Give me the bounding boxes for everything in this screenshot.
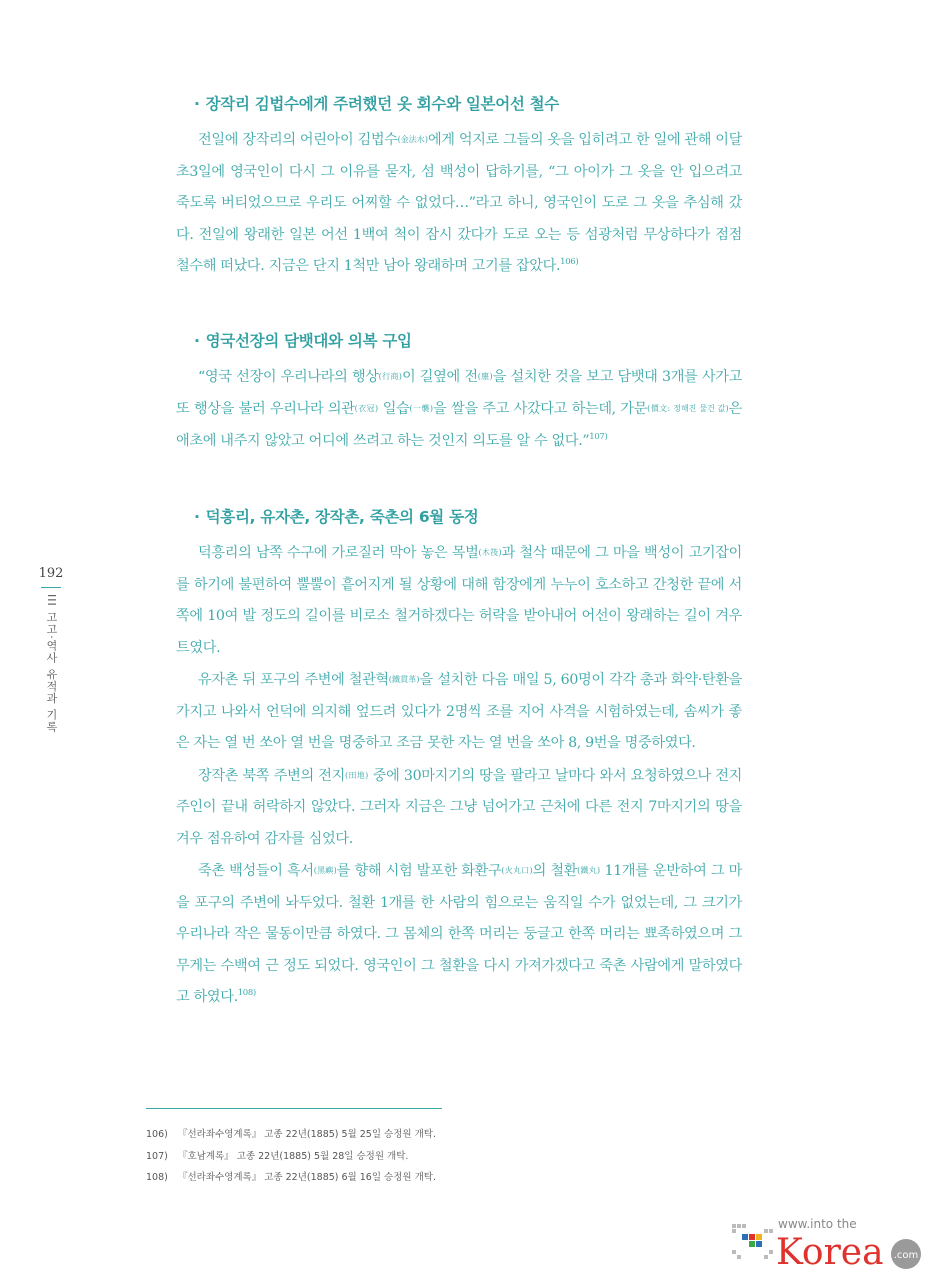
section-1 xyxy=(176,92,742,283)
logo-suffix: .com xyxy=(893,1250,919,1261)
body-paragraph xyxy=(176,855,742,1014)
logo-name: Korea xyxy=(776,1232,884,1272)
page-number: 192 xyxy=(38,566,64,581)
hanja-annotation: (金法水) xyxy=(397,135,428,144)
hanja-annotation: (木筏) xyxy=(478,548,502,557)
footnote-ref: 108) xyxy=(237,988,256,998)
text-run: 과 철삭 때문에 그 마을 백성이 고기잡이를 하기에 불편하여 뿔뿔이 흩어지게 될 상황에 대해 함장에게 누누이 호소하고 간청한 끝에 서쪽에 10여 발 정도의 길이를 비로소 철거하겠다는 허락을 받아내어 어선이 왕래하는 길이 겨우 트였다. xyxy=(176,545,742,656)
intothekorea-logo xyxy=(730,1212,922,1272)
hanja-annotation: (火丸口) xyxy=(501,866,533,875)
text-run: 장작촌 북쪽 주변의 전지 xyxy=(198,767,346,784)
footnotes xyxy=(146,1124,706,1189)
text-run: 를 향해 시험 발포한 화환구 xyxy=(336,863,502,879)
hanja-annotation: (廛) xyxy=(477,371,493,381)
text-run: 의 철환 xyxy=(532,863,578,879)
hanja-annotation: (黑嶼) xyxy=(313,866,337,875)
section-heading: · 영국선장의 담뱃대와 의복 구입 xyxy=(194,331,412,350)
hanja-annotation: (價文: 정해진 물건 값) xyxy=(647,404,729,413)
footnote-ref: 107) xyxy=(589,431,608,442)
text-run: 을 설치한 것을 보고 담뱃대 3개를 사가고 또 행상을 불러 우리나라 의관 xyxy=(176,368,742,417)
body-paragraph xyxy=(176,361,742,458)
footnote: 108) 『선라좌수영계록』 고종 22년(1885) 6월 16일 승정원 개탁. xyxy=(146,1172,436,1183)
text-run: 을 쌀을 주고 사갔다고 하는데, 가문 xyxy=(433,401,648,417)
hanja-annotation: (田地) xyxy=(345,770,369,780)
section-body xyxy=(176,361,742,458)
text-run: 이 길옆에 전 xyxy=(401,368,478,385)
body-paragraph xyxy=(176,760,742,856)
text-run: 11개를 운반하여 그 마을 포구의 주변에 놔두었다. 철환 1개를 한 사람의 힘으로는 움직일 수가 없었는데, 그 크기가 우리나라 작은 물동이만큼 하였다. 그 몸체의 한쪽 머리는 둥글고 한쪽 머리는 뾰족하였으며 그 무게는 수백여 근 정도 되었다. 영국인이 그 철환을 다시 가져가겠다고 죽촌 사람에게 말하였다고 하였다. xyxy=(176,863,742,1005)
hanja-annotation: (鐵貫革) xyxy=(388,675,420,684)
body-paragraph xyxy=(176,124,742,283)
chapter-label: III 고고·역사 유적과 기록 xyxy=(45,594,58,733)
section-body xyxy=(176,124,742,283)
text-run: 죽촌 백성들이 흑서 xyxy=(198,863,314,879)
text-run: 은 애초에 내주지 않았고 어디에 쓰려고 하는 것인지 의도를 알 수 없다.” xyxy=(176,401,743,449)
section-3 xyxy=(176,505,742,1014)
hanja-annotation: (鐵丸) xyxy=(577,866,601,875)
body-paragraph xyxy=(176,537,742,664)
main-content xyxy=(176,92,742,1014)
logo-prefix: www.into the xyxy=(778,1217,857,1231)
text-run: 중에 30마지기의 땅을 팔라고 날마다 와서 요청하였으나 전지 주인이 끝내 허락하지 않았다. 그러자 지금은 그냥 넘어가고 근처에 다른 전지 7마지기의 땅을 겨우 점유하여 감자를 심었다. xyxy=(176,767,742,847)
hanja-annotation: (衣冠) xyxy=(354,404,379,413)
text-run: 일습 xyxy=(378,401,410,417)
footnote-ref: 106) xyxy=(560,257,579,267)
section-2 xyxy=(176,329,742,458)
section-heading: · 덕흥리, 유자촌, 장작촌, 죽촌의 6월 동정 xyxy=(194,508,479,526)
body-paragraph xyxy=(176,664,742,760)
section-body xyxy=(176,537,742,1014)
footnote: 106) 『선라좌수영계록』 고종 22년(1885) 5월 25일 승정원 개탁. xyxy=(146,1129,436,1140)
hanja-annotation: (行商) xyxy=(378,371,402,381)
footnote: 107) 『호남계록』 고종 22년(1885) 5월 28일 승정원 개탁. xyxy=(146,1150,409,1162)
logo-dots-icon xyxy=(732,1224,773,1259)
hanja-annotation: (一襲) xyxy=(409,404,434,413)
text-run: 유자촌 뒤 포구의 주변에 철관혁 xyxy=(198,672,389,688)
side-margin xyxy=(38,566,64,733)
text-run: “영국 선장이 우리나라의 행상 xyxy=(198,368,379,385)
section-heading: · 장작리 김법수에게 주려했던 옷 회수와 일본어선 철수 xyxy=(194,95,559,113)
text-run: 전일에 장작리의 어린아이 김법수 xyxy=(198,132,398,148)
side-rule xyxy=(41,587,61,588)
text-run: 덕흥리의 남쪽 수구에 가로질러 막아 놓은 목벌 xyxy=(198,545,479,561)
footnote-divider xyxy=(146,1108,442,1109)
text-run: 을 설치한 다음 매일 5, 60명이 각각 총과 화약·탄환을 가지고 나와서 언덕에 의지해 엎드려 있다가 2명씩 조를 지어 사격을 시험하였는데, 솜씨가 좋은 자는 열 번 쏘아 열 번을 명중하고 조금 못한 자는 열 번을 쏘아 8, 9번을 명중하였다. xyxy=(176,672,742,751)
text-run: 에게 억지로 그들의 옷을 입히려고 한 일에 관해 이달 초3일에 영국인이 다시 그 이유를 묻자, 섬 백성이 답하기를, “그 아이가 그 옷을 안 입으려고 죽도록 버티었으므로 우리도 어찌할 수 없었다…”라고 하니, 영국인이 도로 그 옷을 추심해 갔다. 전일에 왕래한 일본 어선 1백여 척이 잠시 갔다가 도로 오는 등 섬광처럼 무상하다가 점점 철수해 떠났다. 지금은 단지 1척만 남아 왕래하며 고기를 잡았다. xyxy=(176,132,742,274)
